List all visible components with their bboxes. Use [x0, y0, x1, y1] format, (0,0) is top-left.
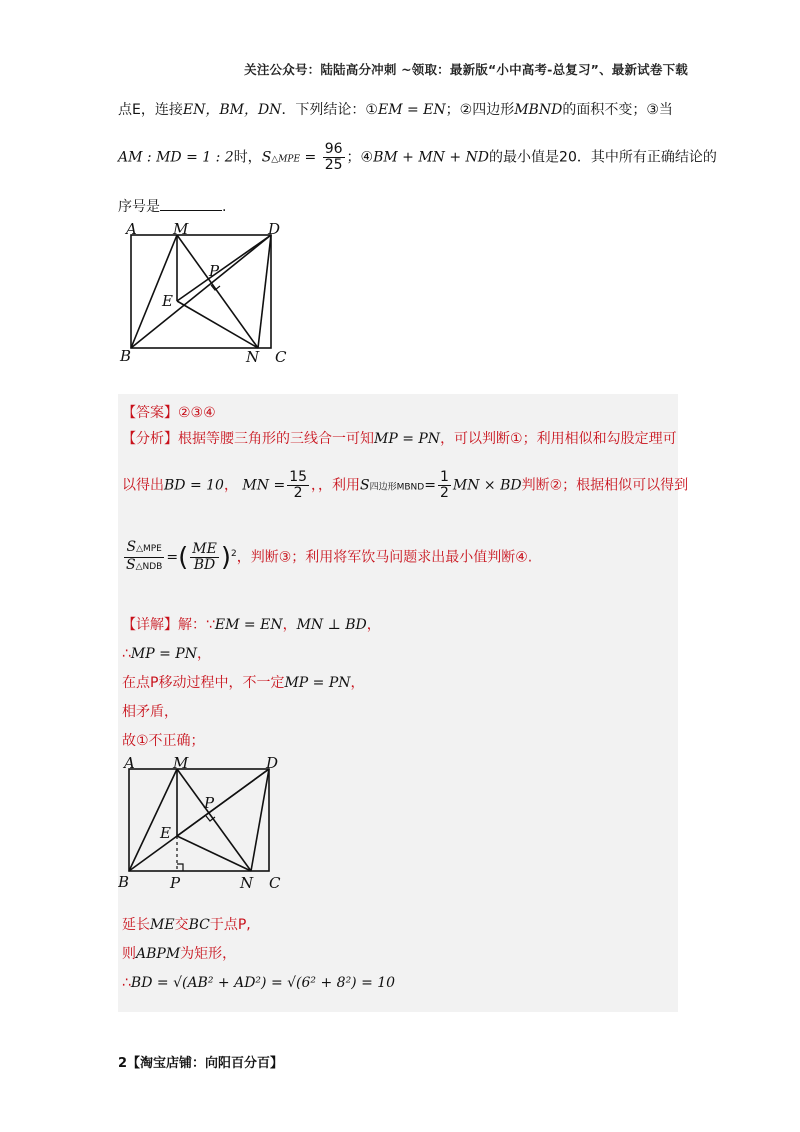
text: 解：∵ — [178, 617, 215, 633]
q-math: MBND — [514, 102, 563, 118]
text: ， — [196, 646, 211, 662]
answer-label: 【答案】 — [122, 405, 178, 421]
text: ，判断③；利用将军饮马问题求出最小值判断④. — [236, 549, 533, 566]
text: 在点P移动过程中，不一定 — [122, 675, 285, 691]
detail-label: 【详解】 — [122, 617, 178, 633]
math-sub: 四边形MBND — [369, 482, 425, 493]
q-text: 点E，连接 — [118, 102, 183, 118]
detail-line-8 — [122, 975, 395, 991]
math: EM = EN — [214, 617, 283, 633]
label-E: E — [162, 292, 173, 310]
detail-line-5: 故①不正确； — [122, 733, 205, 749]
math: BD = √(AB² + AD²) = √(6² + 8²) = 10 — [130, 975, 396, 991]
q-math: BM + MN + ND — [373, 149, 490, 166]
text: ， — [350, 675, 365, 691]
text: 根据等腰三角形的三线合一可知 — [178, 431, 374, 447]
exponent: 2 — [230, 548, 237, 559]
detail-line-2 — [122, 643, 211, 663]
analysis-line-3 — [122, 540, 532, 575]
text: 判断②；根据相似可以得到 — [521, 477, 689, 494]
text: 于点P, — [209, 917, 251, 933]
label-P: P — [209, 262, 220, 280]
q-text: 序号是 — [118, 199, 160, 215]
q-text: 的面积不变；③当 — [562, 102, 673, 118]
fraction — [287, 470, 309, 501]
text: ，可以判断①；利用相似和勾股定理可 — [440, 431, 677, 447]
fraction — [190, 542, 219, 573]
q-text: 的最小值是20．其中所有正确结论的 — [489, 149, 717, 166]
detail-line-4: 相矛盾， — [122, 704, 178, 720]
text: ∴ — [122, 646, 131, 662]
text: 延长 — [122, 917, 150, 933]
page-footer: 2【淘宝店铺：向阳百分百】 — [118, 1056, 284, 1071]
detail-line-6 — [122, 914, 251, 934]
math: S — [360, 477, 370, 494]
math: S — [126, 539, 137, 555]
q-text: 时， — [233, 149, 262, 166]
math-sub: △NDB — [135, 562, 163, 572]
label-D: D — [268, 220, 281, 238]
label-B: B — [118, 873, 130, 891]
math: MP = PN — [130, 646, 197, 662]
text: ∴ — [122, 975, 131, 991]
detail-line-3 — [122, 672, 365, 692]
denominator: 2 — [293, 485, 303, 501]
q-math: EN，BM，DN — [182, 102, 282, 118]
q-text: . — [222, 199, 227, 215]
paren-right: ) — [220, 542, 231, 573]
geometry-figure-2 — [118, 754, 318, 896]
text: ，，利用 — [311, 477, 361, 494]
page-header: 关注公众号：陆陆高分冲刺 ~领取：最新版“小中高考-总复习”、最新试卷下载 — [244, 62, 688, 77]
paren-left: ( — [178, 542, 189, 573]
math: MN ⊥ BD — [296, 617, 367, 633]
text: 交 — [174, 917, 189, 933]
denominator — [124, 558, 164, 575]
label-A: A — [124, 754, 135, 772]
numerator: 1 — [439, 469, 449, 485]
label-A: A — [126, 220, 137, 238]
text: 则 — [122, 946, 136, 962]
math: MN × BD — [452, 477, 522, 494]
detail-line-1 — [122, 614, 381, 634]
math: BC — [188, 917, 210, 933]
denominator: 2 — [439, 485, 449, 501]
text: 为矩形， — [180, 946, 237, 962]
q-math: S — [261, 149, 272, 166]
math: S — [126, 557, 136, 573]
label-M: M — [173, 220, 189, 238]
answer-blank — [160, 198, 222, 211]
fraction — [323, 142, 345, 173]
label-N: N — [240, 874, 254, 892]
math: MP = PN — [284, 675, 351, 691]
label-E: E — [160, 824, 171, 842]
math: BD = 10 — [164, 477, 224, 494]
question-line-2 — [118, 142, 717, 173]
math: = — [424, 477, 436, 494]
math: MN = — [242, 477, 286, 494]
text: 以得出 — [122, 477, 164, 494]
numerator: 15 — [289, 469, 308, 485]
text: ， — [366, 617, 381, 633]
q-text: ．下列结论：① — [281, 102, 378, 118]
question-line-1 — [118, 99, 673, 119]
math-sub: △MPE — [136, 544, 162, 554]
text: ， — [223, 477, 238, 494]
q-math: = — [304, 149, 317, 166]
label-P: P — [204, 794, 215, 812]
math: ME — [150, 917, 175, 933]
denominator: 25 — [324, 157, 343, 173]
label-M: M — [173, 754, 189, 772]
q-math: EM = EN — [378, 102, 446, 118]
numerator — [124, 540, 163, 558]
q-text: ；④ — [346, 149, 374, 166]
fraction — [124, 540, 164, 575]
label-C: C — [269, 874, 281, 892]
analysis-line-2 — [122, 470, 688, 501]
analysis-label: 【分析】 — [122, 431, 178, 447]
label-D: D — [266, 754, 279, 772]
label-P-foot: P — [170, 874, 181, 892]
q-math: AM : MD = 1 : 2 — [118, 149, 234, 166]
label-C: C — [275, 348, 287, 366]
denominator: BD — [193, 557, 216, 573]
math: MP = PN — [374, 431, 441, 447]
fraction — [438, 470, 451, 501]
q-math-sub: △MPE — [271, 154, 301, 165]
q-text: ；②四边形 — [445, 102, 515, 118]
geometry-figure-1 — [118, 218, 318, 366]
label-N: N — [246, 348, 260, 366]
numerator: 96 — [324, 141, 343, 157]
question-line-3 — [118, 196, 226, 216]
answer-value: ②③④ — [178, 405, 216, 421]
math: = — [166, 549, 179, 566]
label-B: B — [120, 347, 132, 365]
numerator: ME — [192, 541, 217, 557]
text: ， — [282, 617, 297, 633]
math: ABPM — [136, 946, 181, 962]
detail-line-7 — [122, 943, 236, 963]
answer-line — [122, 402, 216, 422]
analysis-line-1 — [122, 428, 677, 448]
